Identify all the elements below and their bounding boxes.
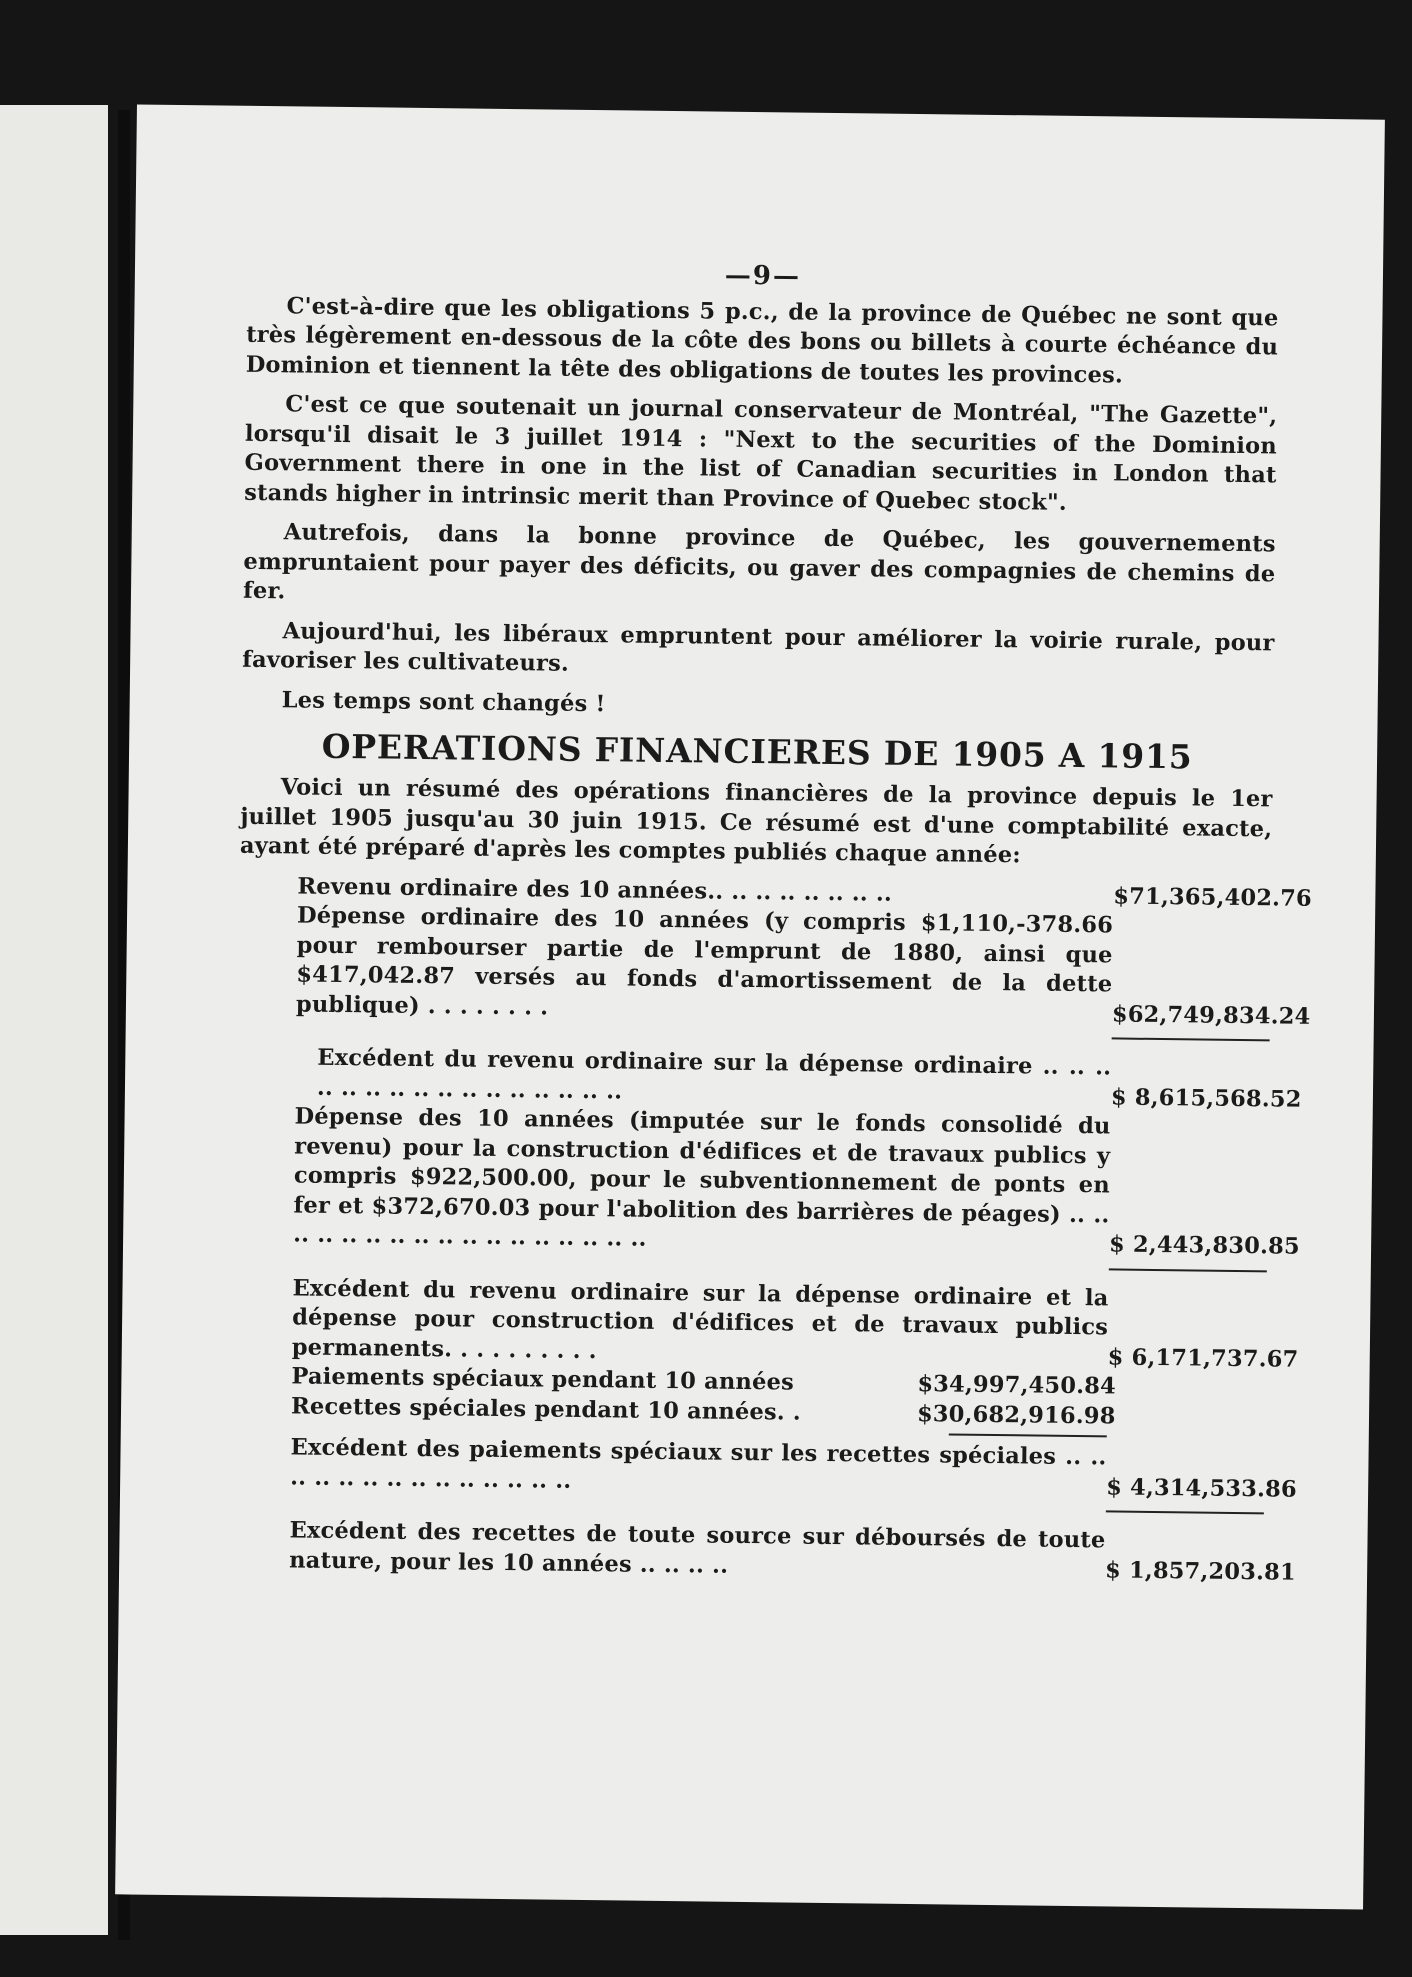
row-amount: $ 4,314,533.86 [1106,1473,1298,1503]
row-amount: $ 1,857,203.81 [1104,1556,1296,1586]
row-label: Recettes spéciales pendant 10 années. . [290,1392,802,1426]
summary-row [289,1516,1296,1587]
row-label: Paiements spéciaux pendant 10 années [291,1363,795,1396]
row-amount: $71,365,402.76 [1113,882,1313,912]
row-amount: $30,682,916.98 [916,1400,1116,1429]
adjacent-page-edge [0,105,108,1935]
row-label: Revenu ordinaire des 10 années.. .. .. .. .. .. .. .. [297,872,893,907]
row-label: Excédent du revenu ordinaire sur la dépense ordinaire et la dépense pour construction d'édifices et de travaux publics permanents. . . . . . . . . . [291,1274,1109,1364]
document-page [115,104,1385,1909]
row-label: Excédent des recettes de toute source sur déboursés de toute nature, pour les 10 années .. .. .. .. [289,1517,1106,1579]
sum-rule [1106,1510,1264,1514]
paragraph-2: C'est ce que soutenait un journal conservateur de Montréal, "The Gazette", lorsqu'il disait le 3 juillet 1914 : "Next to the securities of the Dominion Government there in one in the list of Canadian securities in London that stands higher in intrinsic merit than Province of Quebec stock". [244,391,1278,516]
row-label: Excédent des paiements spéciaux sur les recettes spéciales .. .. .. .. .. .. .. .. .. .. .. .. .. .. [290,1434,1107,1494]
row-amount: $ 6,171,737.67 [1107,1343,1299,1373]
page-number: —9— [724,260,802,292]
summary-row [295,901,1311,1031]
row-amount: $34,997,450.84 [917,1371,1117,1400]
row-label: Dépense des 10 années (imputée sur le fonds consolidé du revenu) pour la construction d'édifices et de travaux publics y compris $922,500.00, pour le subventionnement de ponts en fer et $372,670.03 pour l'abolition des barrières de péages) .. .. .. .. .. .. .. .. .. .. .. .. .. .. .. .. .. [293,1103,1111,1252]
section-heading: OPERATIONS FINANCIERES DE 1905 A 1915 [321,726,1193,777]
paragraph-4: Aujourd'hui, les libéraux empruntent pour améliorer la voirie rurale, pour favoriser les cultivateurs. [242,617,1275,677]
financial-summary [289,872,1313,1587]
summary-row [290,1433,1298,1504]
sum-rule [1109,1268,1267,1272]
page-content [231,256,1313,1588]
row-amount: $ 2,443,830.85 [1108,1231,1300,1260]
paragraph-3: Autrefois, dans la bonne province de Québec, les gouvernements empruntaient pour payer des déficits, ou gaver des compagnies de chemins de fer. [242,519,1276,605]
intro-paragraph: Voici un résumé des opérations financières de la province depuis le 1er juillet 1905 jusqu'au 30 juin 1915. Ce résumé est d'une comptabilité exacte, ayant été préparé d'après les comptes publiés chaque année: [239,774,1273,869]
sum-rule [1112,1037,1270,1041]
summary-row [293,1102,1300,1261]
summary-row [291,1274,1299,1374]
row-amount: $62,749,834.24 [1111,1000,1311,1030]
row-label: Excédent du revenu ordinaire sur la dépense ordinaire .. .. .. .. .. .. .. .. .. .. .. .. .. .. .. .. [316,1044,1112,1104]
paragraph-5: Les temps sont changés ! [281,686,606,717]
paragraph-1: C'est-à-dire que les obligations 5 p.c., de la province de Québec ne sont que très légèrement en-dessous de la côte des bons ou billets à courte échéance du Dominion et tiennent la tête des obligations de toutes les provinces. [245,292,1279,389]
row-label: Dépense ordinaire des 10 années (y compris $1,110,-378.66 pour rembourser partie de l'emprunt de 1880, ainsi que $417,042.87 versés au fonds d'amortissement de la dette publique) . . . . . . . . [295,902,1114,1021]
sum-rule [949,1433,1107,1437]
row-amount: $ 8,615,568.52 [1110,1083,1302,1113]
